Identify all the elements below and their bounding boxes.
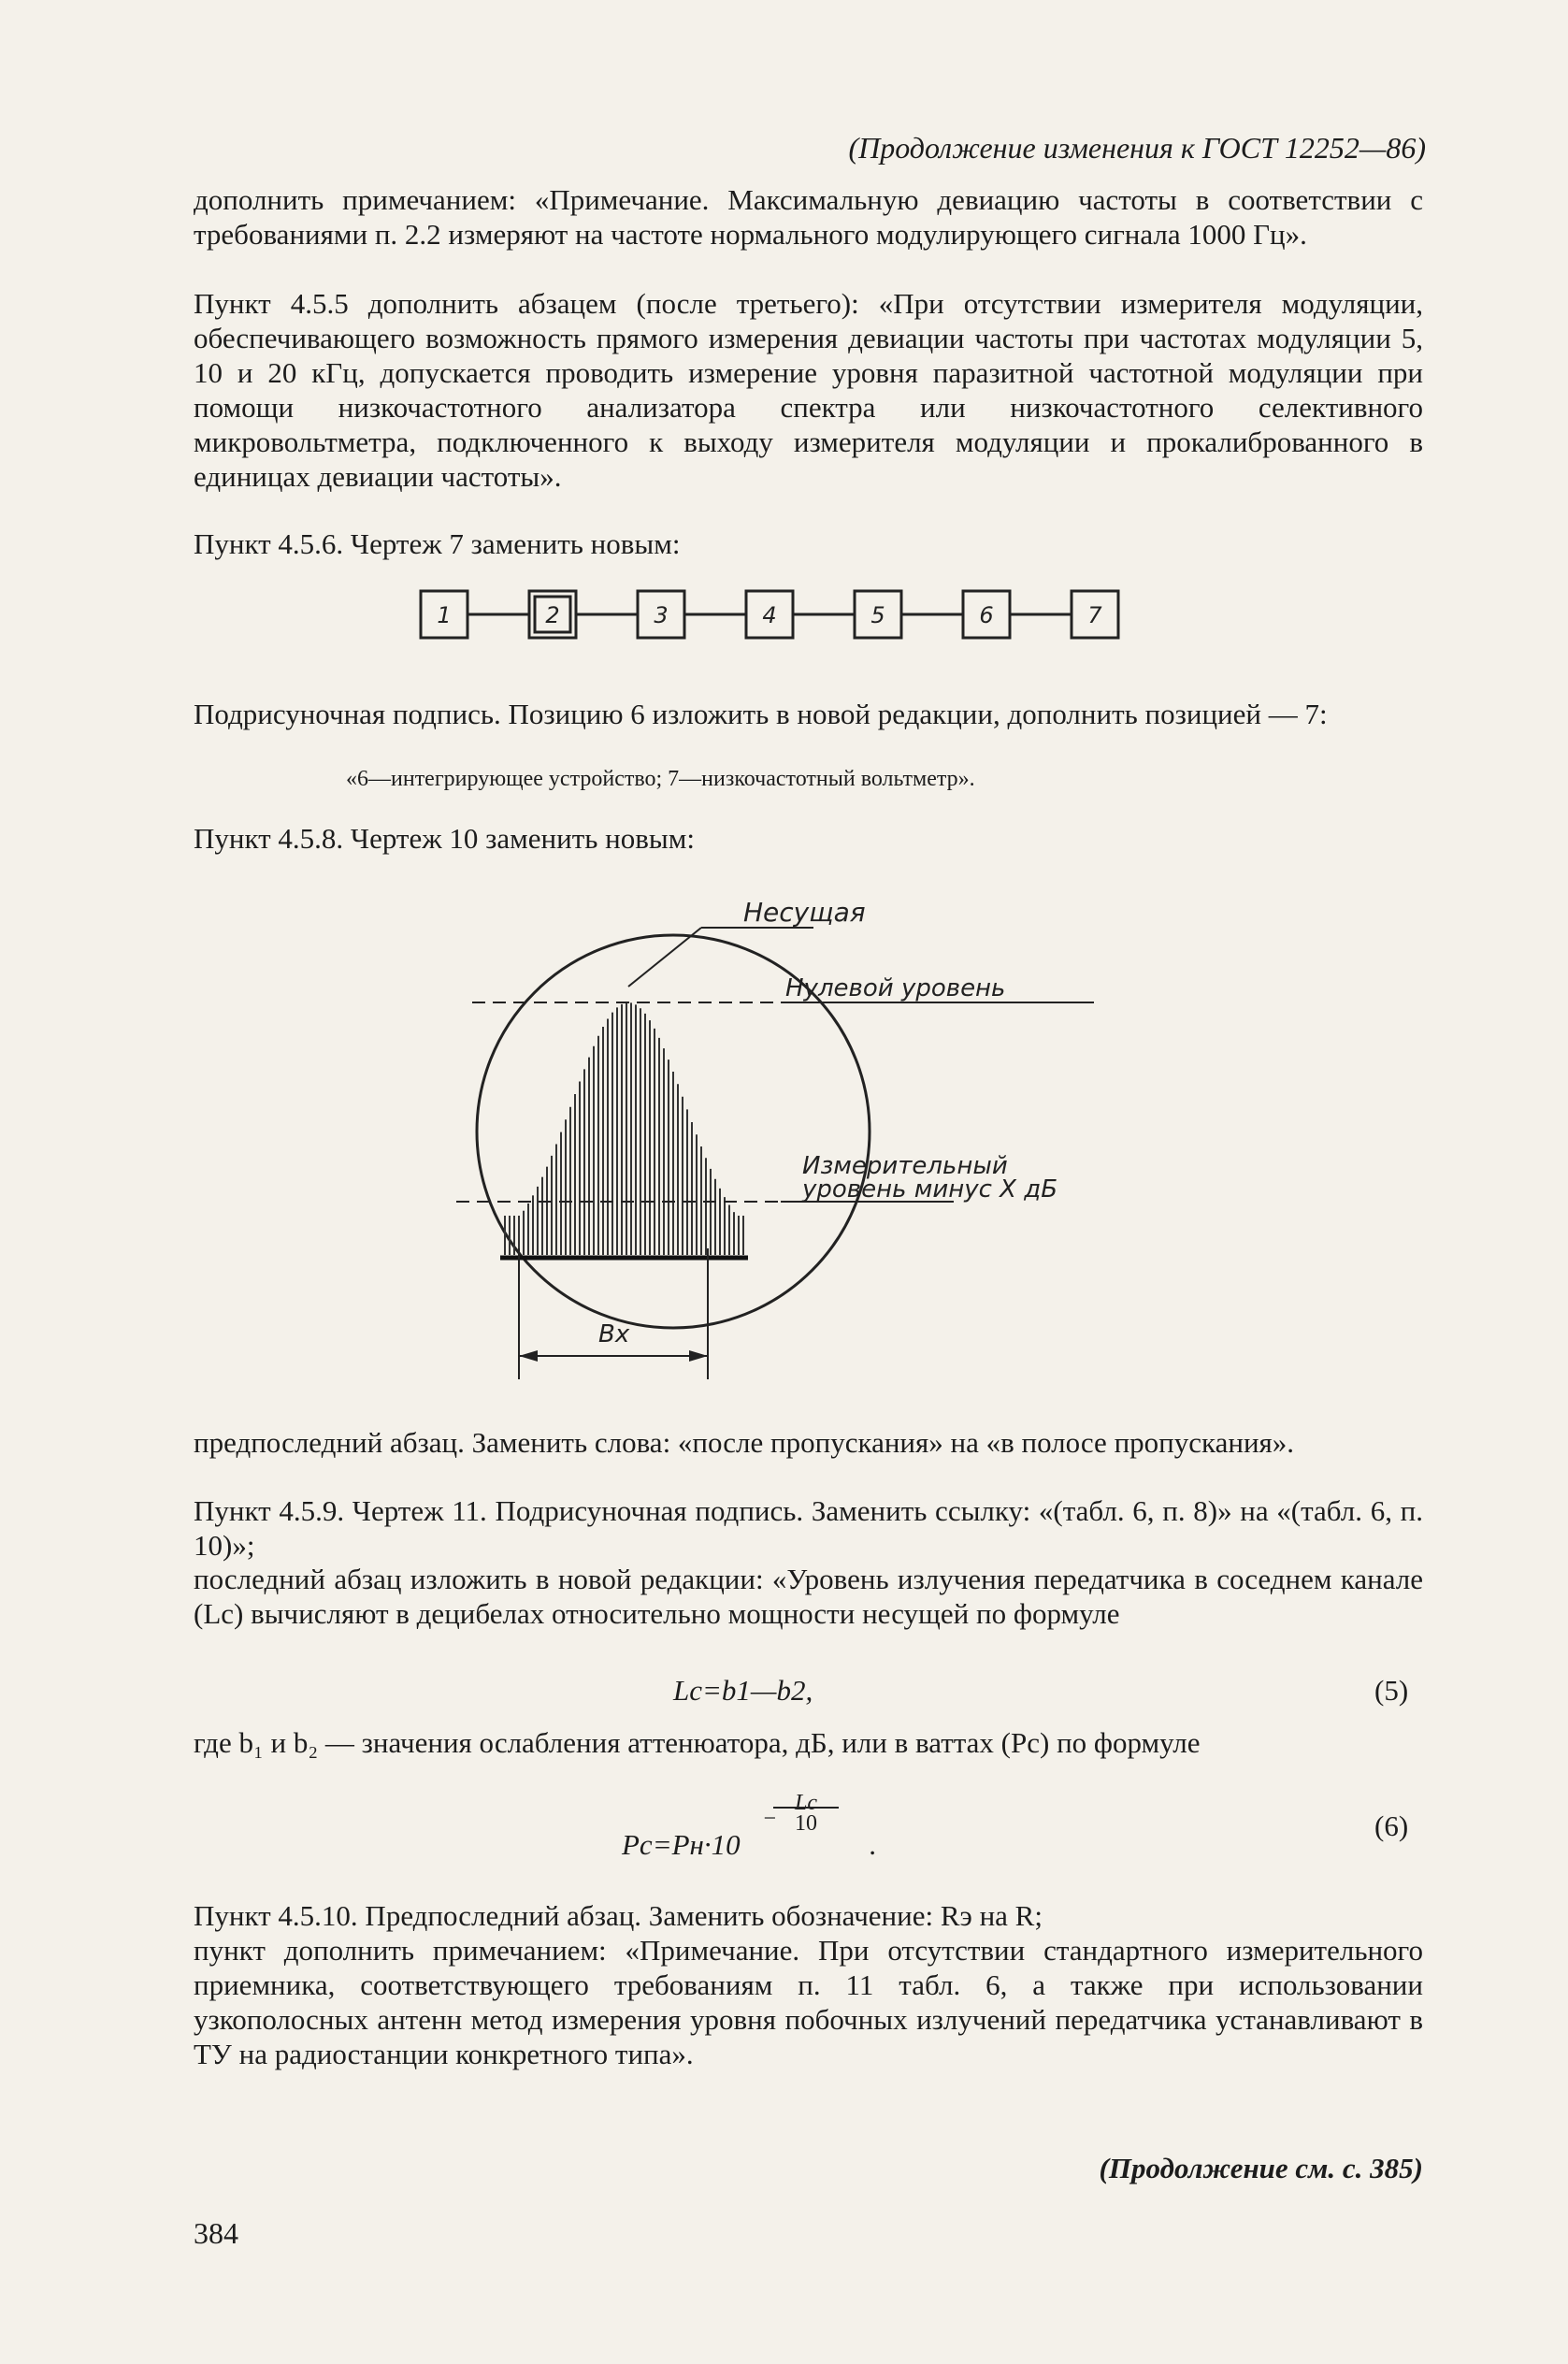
caption-legend: «6—интегрирующее устройство; 7—низкочастотный вольтметр». [346, 767, 975, 791]
paragraph-1: дополнить примечанием: «Примечание. Максимальную девиацию частоты в соответствии с требованиями п. 2.2 измеряют на частоте нормального модулирующего сигнала 1000 Гц». [194, 183, 1423, 251]
footer-continuation: (Продолжение см. с. 385) [1099, 2152, 1423, 2184]
block-label-5: 5 [870, 602, 885, 628]
paragraph-5: Пункт 4.5.8. Чертеж 10 заменить новым: [194, 822, 695, 855]
paragraph-6: предпоследний абзац. Заменить слова: «после пропускания» на «в полосе пропускания». [194, 1426, 1295, 1459]
paragraph-11: пункт дополнить примечанием: «Примечание. При отсутствии стандартного измерительного приемника, соответствующего требованиям п. 11 табл. 6, а также при использовании узкополосных антенн метод измерения уровня побочных излучений передатчика устанавливают в ТУ на радиостанции конкретного типа». [194, 1934, 1423, 2070]
formula-6: Pc=Pн·10 Lc − 10 . [622, 1791, 877, 1861]
bandwidth-label: Bx [598, 1320, 630, 1348]
formula-6-exp-num: Lc [795, 1791, 817, 1815]
paragraph-8: последний абзац изложить в новой редакции: «Уровень излучения передатчика в соседнем канале (Lc) вычисляют в децибелах относительно мощности несущей по формуле [194, 1563, 1423, 1630]
block-label-6: 6 [979, 602, 994, 628]
block-label-1: 1 [437, 602, 452, 628]
formula-6-lhs: Pc=Pн·10 [622, 1828, 741, 1861]
block-label-4: 4 [762, 602, 777, 628]
formula-6-fraction-bar [773, 1807, 839, 1809]
block-label-2: 2 [545, 602, 560, 628]
formula-5-number: (5) [1374, 1674, 1409, 1707]
block-diagram [411, 580, 1141, 655]
formula-5: Lc=b1—b2, [673, 1674, 813, 1707]
paragraph-9: где b₁ и b₂ — значения ослабления аттенюатора, дБ, или в ваттах (Pc) по формуле [194, 1726, 1201, 1759]
page-header: (Продолжение изменения к ГОСТ 12252—86) [848, 131, 1426, 165]
block-label-3: 3 [654, 602, 669, 628]
block-label-7: 7 [1087, 602, 1102, 628]
formula-6-exp-den: 10 [795, 1811, 817, 1836]
measure-label-1: Измерительный [802, 1152, 1008, 1180]
paragraph-3: Пункт 4.5.6. Чертеж 7 заменить новым: [194, 527, 681, 560]
measure-label-2: уровень минус X дБ [802, 1175, 1058, 1204]
page-number: 384 [194, 2216, 238, 2250]
formula-6-number: (6) [1374, 1809, 1409, 1842]
paragraph-4: Подрисуночная подпись. Позицию 6 изложить в новой редакции, дополнить позицией — 7: [194, 698, 1328, 730]
paragraph-2: Пункт 4.5.5 дополнить абзацем (после третьего): «При отсутствии измерителя модуляции, обеспечивающего возможность прямого измерения девиации частоты при частотах модуляции 5, 10 и 20 кГц, допускается проводить измерение уровня паразитной частотной модуляции при помощи низкочастотного анализатора спектра или низкочастотного селективного микровольтметра, подключенного к выходу измерителя модуляции и прокалиброванного в единицах девиации частоты». [194, 287, 1423, 493]
paragraph-7: Пункт 4.5.9. Чертеж 11. Подрисуночная подпись. Заменить ссылку: «(табл. 6, п. 8)» на «(табл. 6, п. 10)»; [194, 1494, 1423, 1562]
paragraph-10: Пункт 4.5.10. Предпоследний абзац. Заменить обозначение: Rэ на R; [194, 1899, 1043, 1932]
carrier-label: Несущая [743, 897, 866, 928]
zero-level-label: Нулевой уровень [785, 974, 1006, 1002]
spectrum-diagram [411, 879, 1159, 1403]
